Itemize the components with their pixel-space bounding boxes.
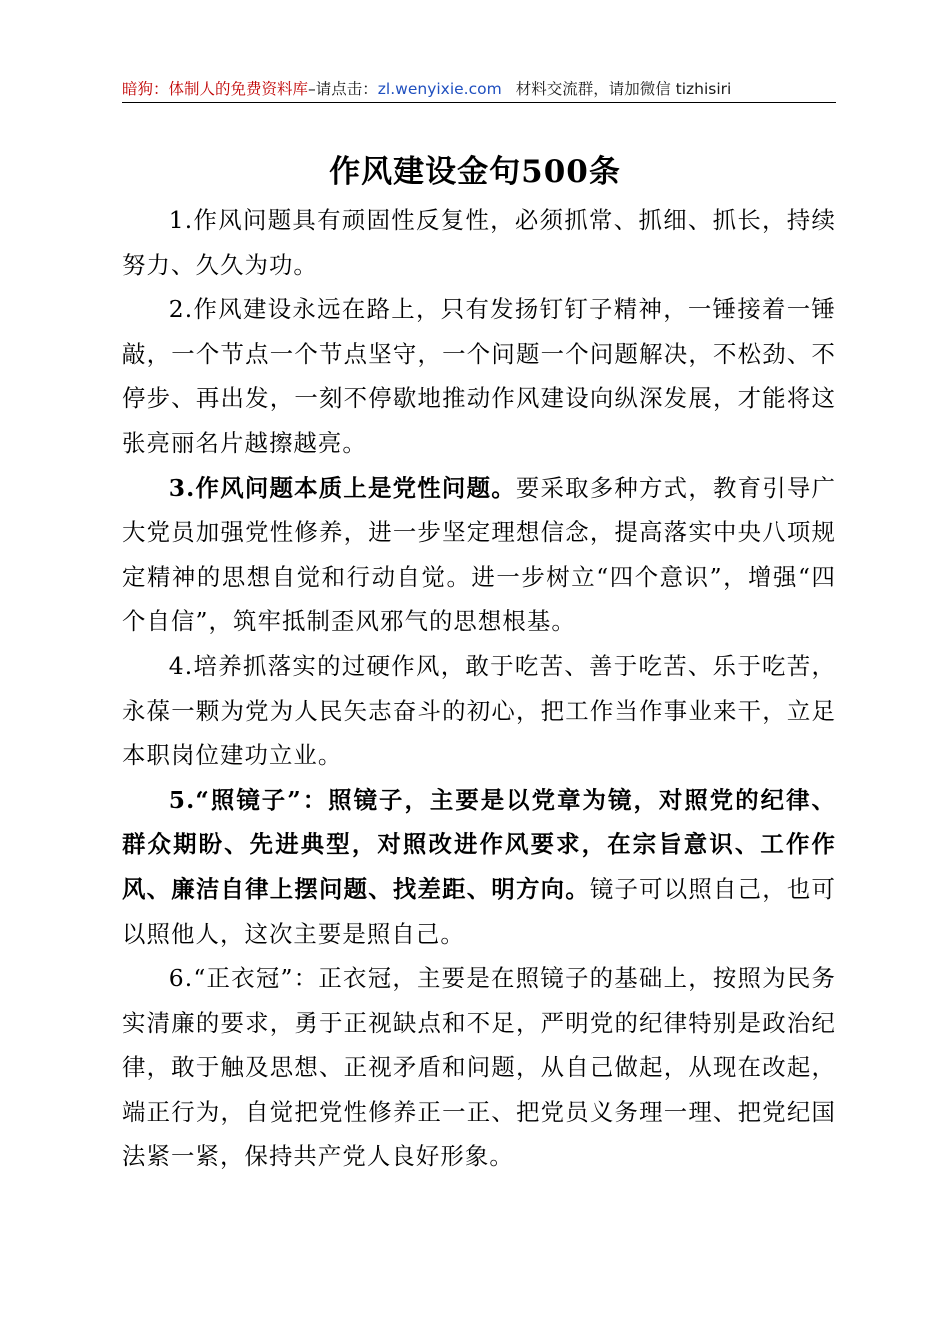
paragraph-bold-lead: 5.“照镜子”：照镜子，主要是以党章为镜，对照党的纪律、群众期盼、先进典型，对照改进作风要求，在宗旨意识、工作作风、廉洁自律上摆问题、找差距、明方向。 [122, 785, 836, 903]
paragraph-5 [122, 778, 836, 956]
paragraph-text: 6.“正衣冠”：正衣冠，主要是在照镜子的基础上，按照为民务实清廉的要求，勇于正视缺点和不足，严明党的纪律特别是政治纪律，敢于触及思想、正视矛盾和问题，从自己做起，从现在改起，端正行为，自觉把党性修养正一正、把党员义务理一理、把党纪国法紧一紧，保持共产党人良好形象。 [122, 964, 836, 1171]
paragraph-text: 2.作风建设永远在路上，只有发扬钉钉子精神，一锤接着一锤敲，一个节点一个节点坚守，一个问题一个问题解决，不松劲、不停步、再出发，一刻不停歇地推动作风建设向纵深发展，才能将这张亮丽名片越擦越亮。 [122, 295, 836, 457]
header-site-link[interactable]: zl.wenyixie.com [377, 80, 502, 98]
paragraph-4 [122, 644, 836, 778]
header-divider [122, 102, 836, 103]
document-title: 作风建设金句500条 [329, 154, 621, 190]
paragraph-6 [122, 956, 836, 1179]
paragraph-text: 1.作风问题具有顽固性反复性，必须抓常、抓细、抓长，持续努力、久久为功。 [122, 206, 836, 279]
paragraph-1 [122, 198, 836, 287]
paragraph-2 [122, 287, 836, 465]
paragraph-text: 镜子可以照自己，也可以照他人，这次主要是照自己。 [122, 874, 836, 948]
paragraph-text: 4.培养抓落实的过硬作风，敢于吃苦、善于吃苦、乐于吃苦，永葆一颗为党为人民矢志奋斗的初心，把工作当作事业来干，立足本职岗位建功立业。 [122, 651, 836, 770]
paragraph-text: 要采取多种方式，教育引导广大党员加强党性修养，进一步坚定理想信念，提高落实中央八项规定精神的思想自觉和行动自觉。进一步树立“四个意识”，增强“四个自信”，筑牢抵制歪风邪气的思想根基。 [122, 473, 836, 636]
document-body [122, 198, 836, 1179]
header-click-hint: –请点击： [308, 80, 378, 98]
header-wechat-note: 材料交流群，请加微信 tizhisiri [515, 80, 732, 98]
paragraph-3 [122, 466, 836, 644]
header-promo: 暗狗：体制人的免费资料库 [122, 80, 309, 98]
paragraph-bold-lead: 3.作风问题本质上是党性问题。 [168, 473, 516, 502]
page-header [122, 78, 836, 100]
